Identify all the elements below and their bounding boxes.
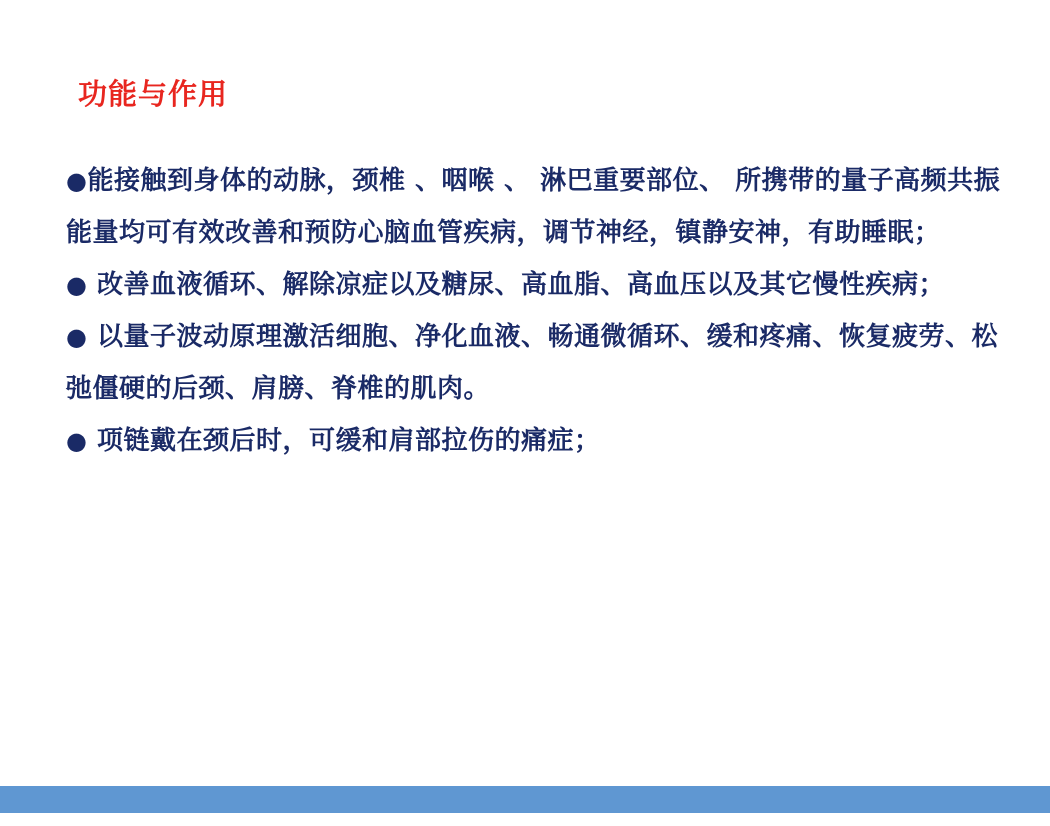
bullet-text-2: 改善血液循环、解除凉症以及糖尿、高血脂、高血压以及其它慢性疾病； <box>87 270 946 300</box>
footer-bar <box>0 786 1050 813</box>
bullet-item-1 <box>66 155 1006 259</box>
bullet-list <box>66 155 1006 467</box>
bullet-dot-icon: ● <box>66 271 88 299</box>
bullet-dot-icon: ● <box>66 323 88 351</box>
slide-title: 功能与作用 <box>78 77 229 111</box>
bullet-text-3: 以量子波动原理激活细胞、净化血液、畅通微循环、缓和疼痛、恢复疲劳、松弛僵硬的后颈、肩膀、脊椎的肌肉。 <box>66 322 999 404</box>
bullet-item-4 <box>66 415 1006 467</box>
bullet-text-4: 项链戴在颈后时，可缓和肩部拉伤的痛症； <box>87 426 601 456</box>
bullet-item-3 <box>66 311 1006 415</box>
bullet-dot-icon: ● <box>66 427 88 455</box>
bullet-text-1: 能接触到身体的动脉，颈椎 、咽喉 、 淋巴重要部位、 所携带的量子高频共振能量均可有效改善和预防心脑血管疾病，调节神经，镇静安神，有助睡眠； <box>66 166 1001 248</box>
bullet-dot-icon: ● <box>66 167 88 195</box>
bullet-item-2 <box>66 259 1006 311</box>
footer-margin <box>0 813 1050 826</box>
